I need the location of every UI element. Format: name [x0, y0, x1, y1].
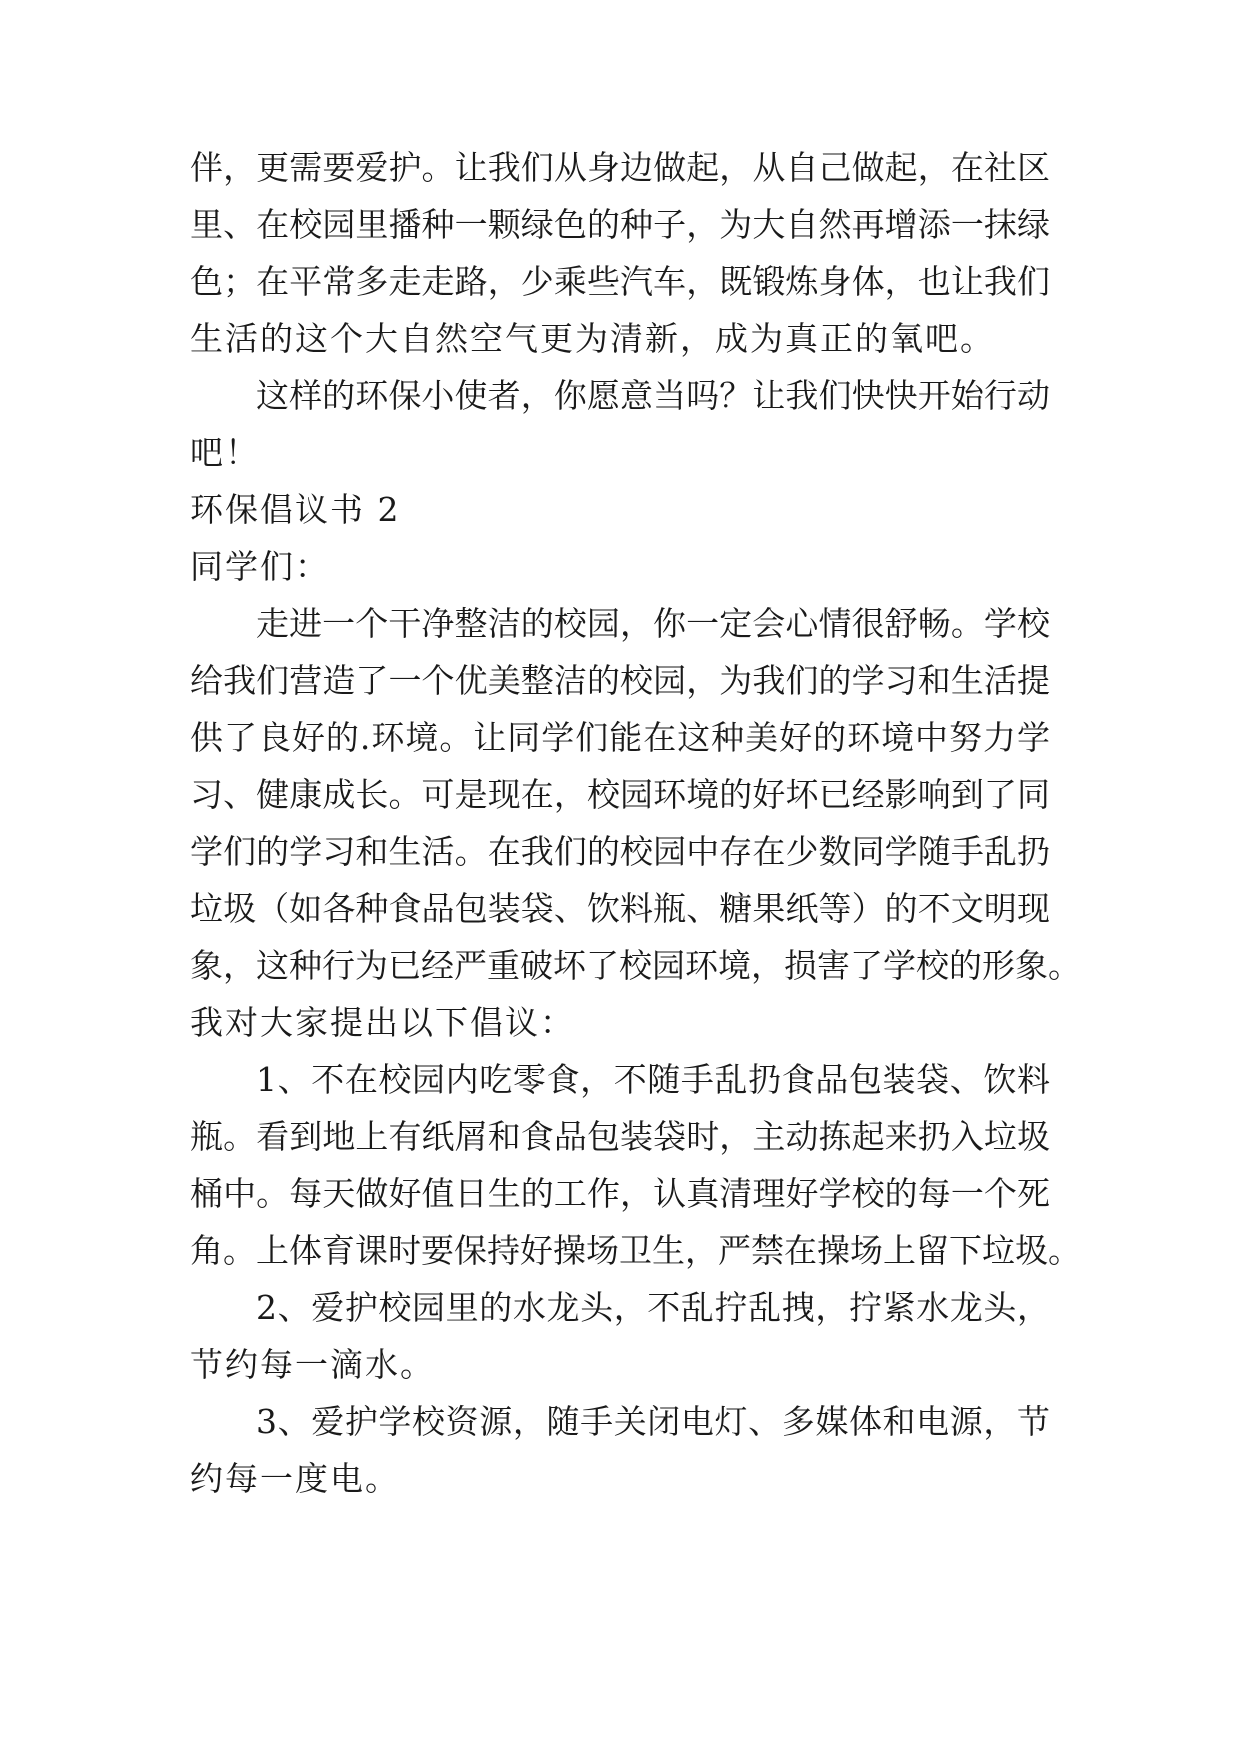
text-line: 约每一度电。: [190, 1459, 400, 1498]
text-line: 走进一个干净整洁的校园，你一定会心情很舒畅。学校: [256, 604, 1050, 643]
text-line: 桶中。每天做好值日生的工作，认真清理好学校的每一个死: [190, 1174, 1050, 1213]
text-line: 垃圾（如各种食品包装袋、饮料瓶、糖果纸等）的不文明现: [190, 889, 1050, 928]
list-item-3: 3、爱护学校资源，随手关闭电灯、多媒体和电源，节: [256, 1402, 1050, 1441]
text-line: 里、在校园里播种一颗绿色的种子，为大自然再增添一抹绿: [190, 205, 1050, 244]
document-page: [190, 0, 1081, 1754]
text-line: 我对大家提出以下倡议：: [190, 1003, 575, 1042]
section-heading: 环保倡议书 2: [190, 490, 401, 529]
text-line: 色；在平常多走走路，少乘些汽车，既锻炼身体，也让我们: [190, 262, 1050, 301]
text-line: 伴，更需要爱护。让我们从身边做起，从自己做起，在社区: [190, 148, 1050, 187]
text-line: 瓶。看到地上有纸屑和食品包装袋时，主动拣起来扔入垃圾: [190, 1117, 1050, 1156]
text-line: 生活的这个大自然空气更为清新，成为真正的氧吧。: [190, 319, 995, 358]
text-line: 象，这种行为已经严重破坏了校园环境，损害了学校的形象。: [190, 946, 1081, 985]
text-line: 学们的学习和生活。在我们的校园中存在少数同学随手乱扔: [190, 832, 1050, 871]
text-line: 节约每一滴水。: [190, 1345, 435, 1384]
text-line: 角。上体育课时要保持好操场卫生，严禁在操场上留下垃圾。: [190, 1231, 1081, 1270]
text-line: 这样的环保小使者，你愿意当吗？让我们快快开始行动: [256, 376, 1050, 415]
text-line: 吧！: [190, 433, 260, 472]
list-item-1: 1、不在校园内吃零食，不随手乱扔食品包装袋、饮料: [256, 1060, 1050, 1099]
list-item-2: 2、爱护校园里的水龙头，不乱拧乱拽，拧紧水龙头，: [256, 1288, 1050, 1327]
salutation: 同学们：: [190, 547, 330, 586]
text-line: 给我们营造了一个优美整洁的校园，为我们的学习和生活提: [190, 661, 1050, 700]
text-line: 习、健康成长。可是现在，校园环境的好坏已经影响到了同: [190, 775, 1050, 814]
text-line: 供了良好的.环境。让同学们能在这种美好的环境中努力学: [190, 718, 1050, 757]
